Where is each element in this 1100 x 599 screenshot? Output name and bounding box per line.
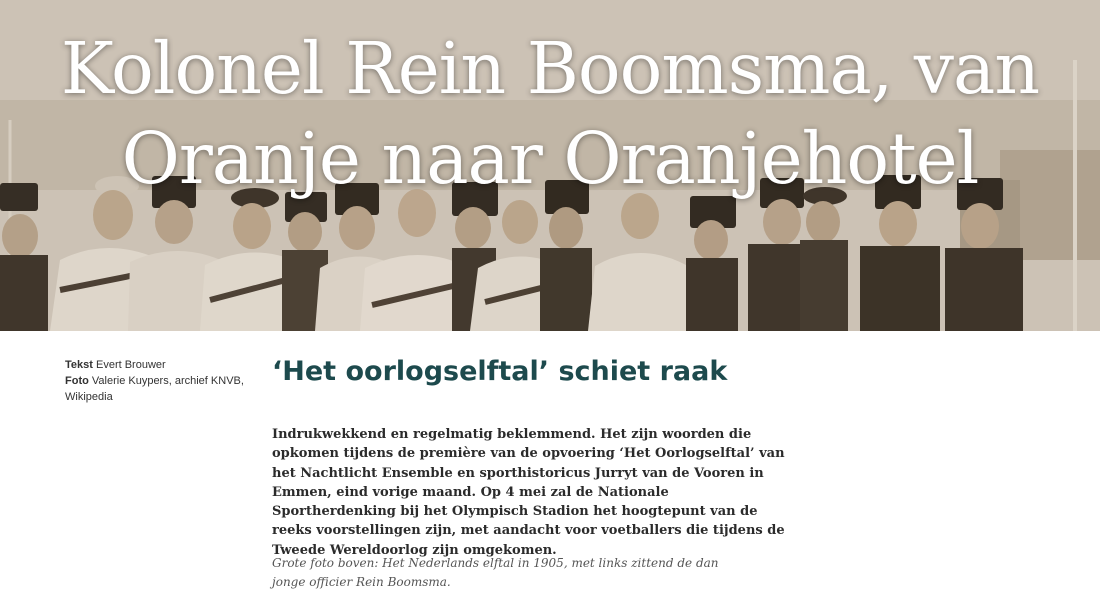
photo-caption: Grote foto boven: Het Nederlands elftal in 1905, met links zittend de dan jonge officier Rein Boomsma. [272,556,719,589]
credit-text-value: Evert Brouwer [95,359,166,371]
credit-photo-label: Foto [65,375,89,387]
article-lead: Indrukwekkend en regelmatig beklemmend. Het zijn woorden die opkomen tijdens de première van de opvoering ‘Het Oorlogselftal’ van het Nachtlicht Ensemble en sporthistoricus Jurryt van de Vooren in Emmen, eind vorige maand. Op 4 mei zal de Nationale Sportherdenking bij het Olympisch Stadion het hoogtepunt van de reeks voorstellingen zijn, met aandacht voor voetballers die tijdens de Tweede Wereldoorlog zijn omgekomen. [272,427,785,558]
hero-title-line-1: Kolonel Rein Boomsma, van [60,27,1040,110]
article-title: ‘Het oorlogselftal’ schiet raak [272,356,728,387]
credits-block [65,357,245,405]
credit-photo [65,373,245,405]
credit-photo-value: Valerie Kuypers, archief KNVB, Wikipedia [65,375,244,403]
credit-text-label: Tekst [65,359,93,371]
credit-text [65,357,245,373]
hero-title-line-2: Oranje naar Oranjehotel [121,117,979,200]
hero-title [0,24,1100,204]
